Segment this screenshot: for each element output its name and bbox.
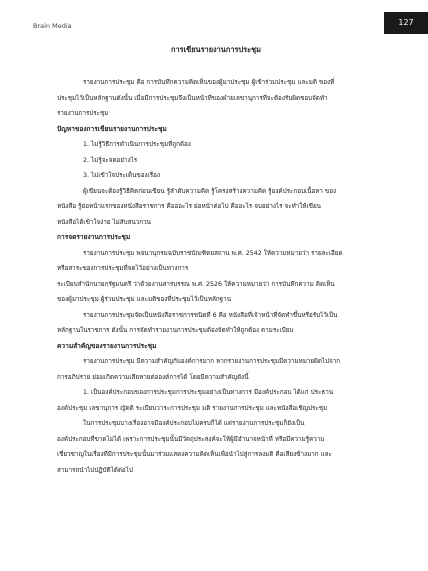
paragraph-line: รายงานการประชุมจัดเป็นหนังสือราชการชนิดที่ 6 คือ หนังสือที่เจ้าหน้าที่จัดทำขึ้นหรือรับไว้เป็น [83, 311, 338, 319]
list-item: 1. เป็นองค์ประกอบของการประชุมการประชุมอย่างเป็นทางการ มีองค์ประกอบ ได้แก่ ประธาน [83, 389, 334, 396]
paragraph-line: องค์ประกอบที่ขาดไม่ได้ เพราะการประชุมนั้นมีวัตถุประสงค์จะให้ผู้มีอำนาจหน้าที่ หรือมีความรู้ความ [57, 435, 325, 443]
paragraph-line: หรือสาระของการประชุมที่จดไว้อย่างเป็นทางการ [57, 265, 189, 272]
text-blocks [57, 75, 375, 478]
section-heading: ความสำคัญของรายงานการประชุม [57, 341, 157, 350]
paragraph-line: รายงานการประชุม คือ การบันทึกความคิดเห็นของผู้มาประชุม ผู้เข้าร่วมประชุม และมติ ของที่ [83, 79, 335, 86]
spacer [57, 57, 375, 75]
paragraph-line: องค์ประชุม เลขานุการ ญัตติ ระเบียบวาระการประชุม มติ รายงานการประชุม และหนังสือเชิญประชุม [57, 404, 328, 412]
paragraph-line: รายงานการประชุม มีความสำคัญกับองค์การมาก หากรายงานการประชุมมีความหมายผิดไปจาก [83, 358, 341, 365]
section-heading: ปัญหาของการเขียนรายงานการประชุม [57, 124, 167, 133]
header-brand: Brain Media [33, 22, 72, 30]
paragraph-line: การอภิปราย ย่อมเกิดความเสียหายต่อองค์การได้ โดยมีความสำคัญดังนี้ [57, 373, 249, 381]
paragraph-line: ของผู้มาประชุม ผู้ร่วมประชุม และมติของที่ประชุมไว้เป็นหลักฐาน [57, 296, 232, 303]
paragraph-line: เชี่ยวชาญในเรื่องที่มีการประชุมนั้นมาร่วมแสดงความคิดเห็นเพื่อนำไปสู่การลงมติ คือเสียงข้างมาก และ [57, 451, 332, 458]
paragraph-line: สามารถนำไปปฏิบัติได้ต่อไป [57, 466, 133, 474]
document-body [57, 43, 375, 478]
list-item: 1. ไม่รู้วิธีการดำเนินการประชุมที่ถูกต้อง [83, 141, 191, 148]
paragraph-line: ในการประชุมบางเรื่องอาจมีองค์ประกอบไม่ครบก็ได้ แต่รายงานการประชุมก็ยังเป็น [83, 420, 305, 427]
list-item: 2. ไม่รู้จะจดอย่างไร [83, 156, 138, 164]
paragraph-line: หลักฐานในราชการ ดังนั้น การจัดทำรายงานการประชุมต้องจัดทำให้ถูกต้อง ตามระเบียบ [57, 327, 294, 334]
section-heading: การจดรายงานการประชุม [57, 233, 131, 241]
paragraph-line: ระเบียบสำนักนายกรัฐมนตรี ว่าด้วยงานสารบรรณ พ.ศ. 2526 ให้ความหมายว่า การบันทึกความ คิดเห็น [57, 280, 335, 288]
paragraph-line: ผู้เขียนจะต้องรู้วิธีคิดก่อนเขียน รู้ลำดับความคิด รู้โครงสร้างความคิด รู้องค์ประกอบเนื้อหา ของ [83, 187, 337, 195]
paragraph-line: หนังสือ รู้ย่อหน้าแรกของหนังสือราชการ คือออะไร ย่อหน้าต่อไป คืออะไร จบอย่างไร จะทำให้เขียน [57, 203, 321, 210]
paragraph-line: หนังสือได้เข้าใจง่าย ไม่สับสนวกวน [57, 218, 151, 226]
paragraph-line: รายงานการประชุม พจนานุกรมฉบับราชบัณฑิตยสถาน พ.ศ. 2542 ให้ความหมายว่า รายละเอียด [83, 249, 343, 257]
page-title: การเขียนรายงานการประชุม [171, 45, 261, 54]
paragraph-line: รายงานการประชุม [57, 110, 109, 117]
paragraph-line: ประชุมไว้เป็นหลักฐานดังนั้น เมื่อมีการประชุมจึงเป็นหน้าที่ของฝ่ายเลขานุการที่จะต้องรับผิดชอบจัดทำ [57, 94, 328, 102]
page-number: 127 [384, 12, 428, 34]
list-item: 3. ไม่เข้าใจประเด็นของเรื่อง [83, 172, 160, 179]
